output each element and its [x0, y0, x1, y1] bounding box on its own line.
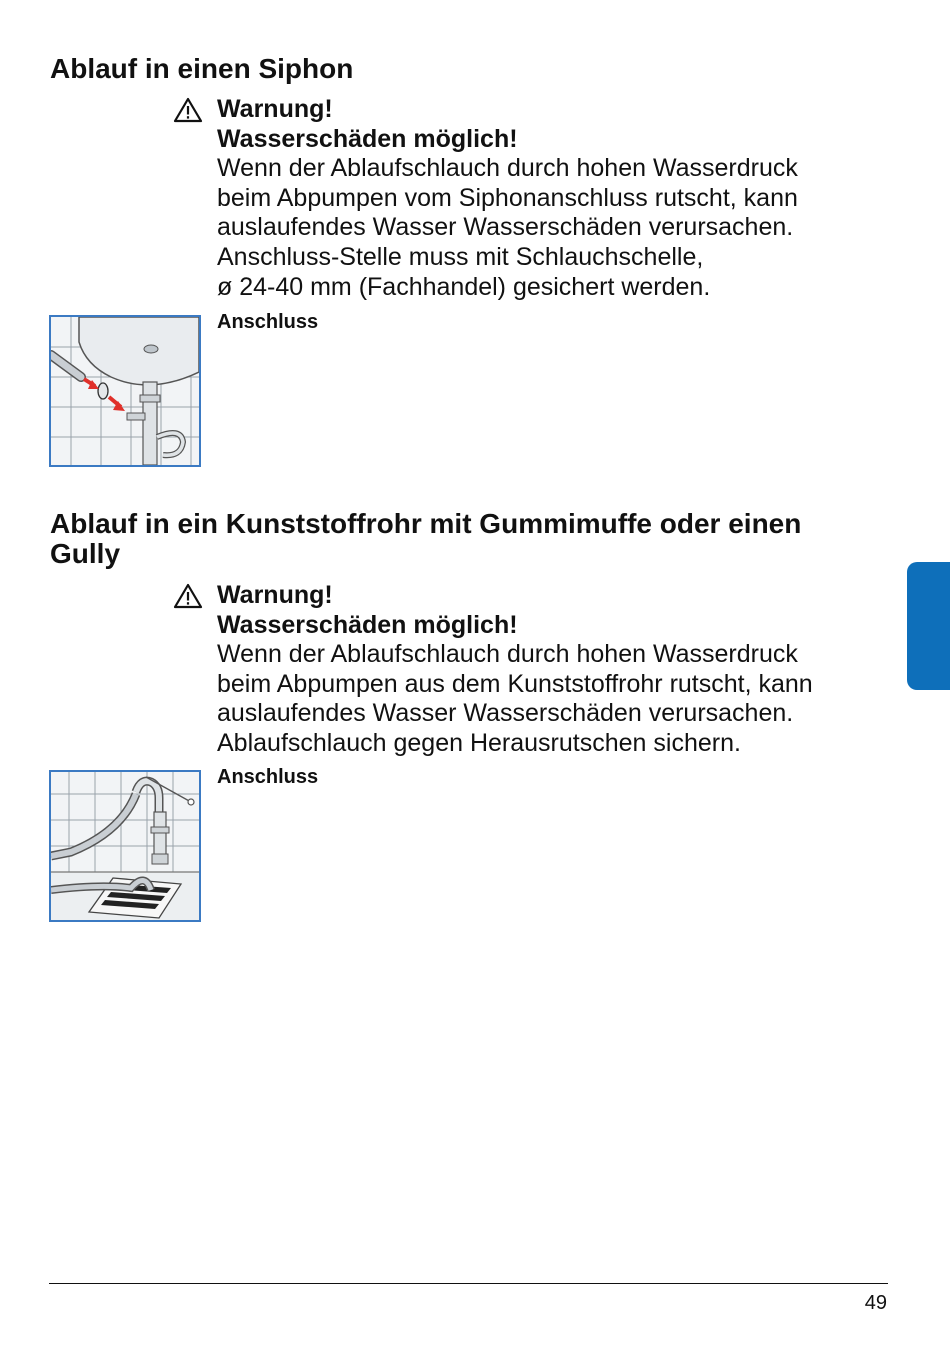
warning-line: Ablaufschlauch gegen Herausrutschen sichern.: [217, 728, 741, 757]
section-heading-siphon: Ablauf in einen Siphon: [50, 53, 354, 84]
warning-line: Wenn der Ablaufschlauch durch hohen Wasserdruck: [217, 154, 798, 183]
warning-line: ø 24-40 mm (Fachhandel) gesichert werden.: [217, 272, 711, 301]
figure-caption-siphon: Anschluss: [217, 311, 319, 333]
warning-triangle-icon: [173, 583, 203, 609]
warning-title: Warnung!: [217, 581, 333, 609]
warning-subtitle: Wasserschäden möglich!: [217, 124, 518, 153]
siphon-connection-illustration: [49, 315, 201, 467]
warning-triangle-icon: [173, 97, 203, 123]
warning-line: Wenn der Ablaufschlauch durch hohen Wasserdruck: [217, 640, 798, 669]
footer-rule: [49, 1283, 888, 1284]
section-heading-line: Ablauf in ein Kunststoffrohr mit Gummimuffe oder einen: [50, 508, 802, 539]
warning-line: beim Abpumpen aus dem Kunststoffrohr rutscht, kann: [217, 669, 813, 698]
figure-caption-drain: Anschluss: [217, 766, 319, 788]
warning-block-drain: [173, 581, 893, 759]
warning-line: beim Abpumpen vom Siphonanschluss rutscht, kann: [217, 183, 798, 212]
chapter-tab: [907, 562, 950, 690]
warning-line: auslaufendes Wasser Wasserschäden verursachen.: [217, 213, 794, 242]
section-heading-drain: [50, 509, 801, 569]
warning-line: auslaufendes Wasser Wasserschäden verursachen.: [217, 699, 794, 728]
section-heading-line: Gully: [50, 538, 121, 569]
warning-subtitle: Wasserschäden möglich!: [217, 610, 518, 639]
warning-line: Anschluss-Stelle muss mit Schlauchschelle,: [217, 242, 704, 271]
page-number: 49: [864, 1292, 887, 1314]
warning-block-siphon: [173, 95, 893, 302]
drain-connection-illustration: [49, 770, 201, 922]
warning-title: Warnung!: [217, 95, 333, 123]
